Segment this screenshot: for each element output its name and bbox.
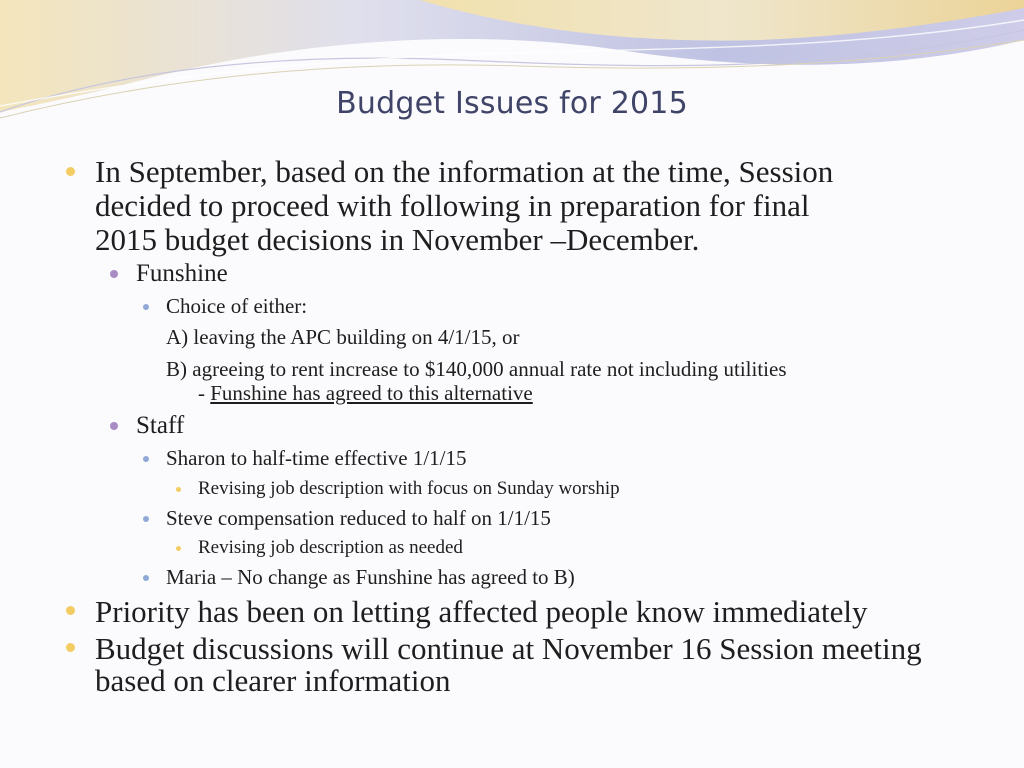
level1-bullet-dot: [66, 643, 75, 652]
note-prefix: -: [198, 381, 211, 405]
staff-sharon: Sharon to half-time effective 1/1/15: [166, 446, 467, 470]
intro-line-1: In September, based on the information at the time, Session: [95, 154, 834, 189]
intro-line-3: 2015 budget decisions in November –December.: [95, 222, 700, 257]
staff-steve-detail: Revising job description as needed: [198, 537, 463, 558]
funshine-agreed-note: [198, 381, 533, 405]
staff-sharon-detail: Revising job description with focus on Sunday worship: [198, 478, 620, 499]
note-underlined-text: Funshine has agreed to this alternative: [210, 381, 533, 405]
funshine-option-a: A) leaving the APC building on 4/1/15, or: [166, 325, 520, 349]
level1-bullet-dot: [66, 606, 75, 615]
staff-steve: Steve compensation reduced to half on 1/1/15: [166, 506, 551, 530]
level2-bullet-dot: [110, 422, 118, 430]
staff-maria: Maria – No change as Funshine has agreed to B): [166, 565, 575, 589]
priority-point: Priority has been on letting affected people know immediately: [95, 594, 868, 629]
level2-bullet-dot: [110, 270, 118, 278]
funshine-option-b: B) agreeing to rent increase to $140,000 annual rate not including utilities: [166, 357, 787, 381]
slide-title: Budget Issues for 2015: [336, 86, 688, 121]
staff-heading: Staff: [136, 412, 185, 439]
level3-bullet-dot: [143, 456, 149, 462]
level1-bullet-dot: [66, 167, 75, 176]
budget-line-1: Budget discussions will continue at November 16 Session meeting: [95, 631, 922, 666]
level3-bullet-dot: [143, 304, 149, 310]
funshine-choice-label: Choice of either:: [166, 294, 308, 318]
intro-line-2: decided to proceed with following in preparation for final: [95, 188, 810, 223]
budget-line-2: based on clearer information: [95, 663, 451, 698]
level3-bullet-dot: [143, 516, 149, 522]
level4-bullet-dot: [176, 487, 181, 492]
level4-bullet-dot: [176, 546, 181, 551]
funshine-heading: Funshine: [136, 260, 228, 287]
level3-bullet-dot: [143, 575, 149, 581]
